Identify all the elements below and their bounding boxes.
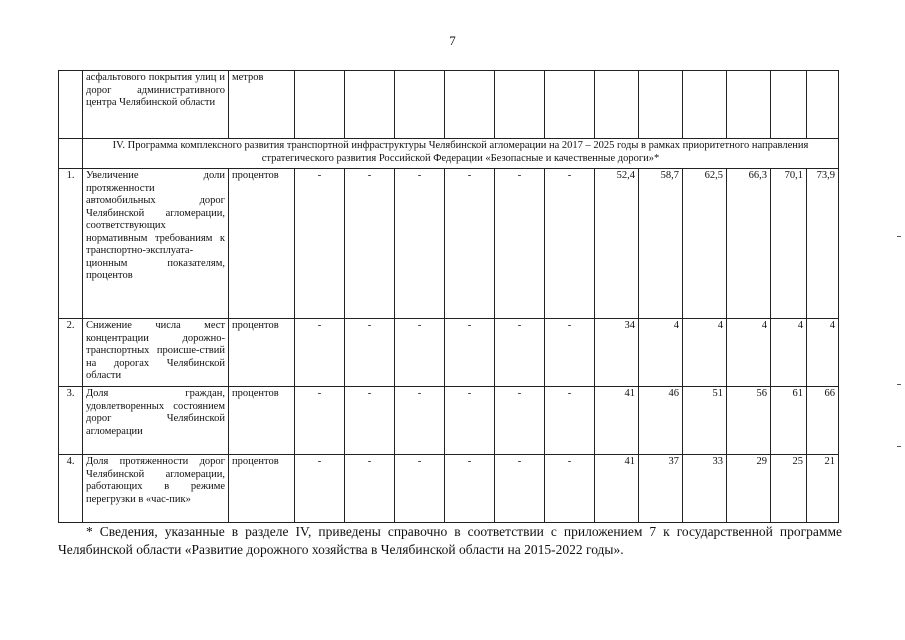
dash-cell: -: [495, 169, 545, 319]
page-number: 7: [449, 33, 456, 48]
empty-cell: [639, 71, 683, 139]
table-row: [59, 169, 839, 319]
dash-cell: -: [345, 387, 395, 455]
empty-cell: [545, 71, 595, 139]
value-cell: 56: [727, 387, 771, 455]
table-row-continued: [59, 71, 839, 139]
dash-cell: -: [395, 169, 445, 319]
dash-cell: -: [295, 387, 345, 455]
dash-cell: -: [495, 455, 545, 523]
value-cell: 62,5: [683, 169, 727, 319]
value-cell: 29: [727, 455, 771, 523]
value-cell: 70,1: [771, 169, 807, 319]
value-cell: 4: [771, 319, 807, 387]
indicator-cell: Снижение числа мест концентрации дорожно-транспортных происше-ствий на дорогах Челябинской области: [83, 319, 229, 387]
value-cell: 58,7: [639, 169, 683, 319]
dash-cell: -: [295, 319, 345, 387]
section-title: IV. Программа комплексного развития транспортной инфраструктуры Челябинской агломерации на 2017 – 2025 годы в рамках приоритетного направления стратегического развития Российской Федерации «Безопасные и качественные дороги»*: [83, 139, 839, 169]
row-number-cell: 4.: [59, 455, 83, 523]
unit-cell: метров: [229, 71, 295, 139]
value-cell: 41: [595, 387, 639, 455]
row-number-cell: 1.: [59, 169, 83, 319]
value-cell: 4: [639, 319, 683, 387]
empty-cell: [395, 71, 445, 139]
margin-mark: [897, 236, 901, 237]
dash-cell: -: [445, 455, 495, 523]
dash-cell: -: [545, 455, 595, 523]
value-cell: 21: [807, 455, 839, 523]
dash-cell: -: [445, 169, 495, 319]
empty-cell: [445, 71, 495, 139]
margin-mark: [897, 384, 901, 385]
value-cell: 4: [807, 319, 839, 387]
dash-cell: -: [445, 319, 495, 387]
unit-cell: процентов: [229, 387, 295, 455]
unit-cell: процентов: [229, 169, 295, 319]
unit-cell: процентов: [229, 455, 295, 523]
empty-cell: [683, 71, 727, 139]
value-cell: 51: [683, 387, 727, 455]
value-cell: 34: [595, 319, 639, 387]
dash-cell: -: [295, 169, 345, 319]
empty-cell: [595, 71, 639, 139]
dash-cell: -: [295, 455, 345, 523]
indicator-cell: Доля граждан, удовлетворенных состоянием дорог Челябинской агломерации: [83, 387, 229, 455]
indicator-cell: асфальтового покрытия улиц и дорог административного центра Челябинской области: [83, 71, 229, 139]
value-cell: 66: [807, 387, 839, 455]
value-cell: 52,4: [595, 169, 639, 319]
indicators-table: [58, 70, 839, 523]
dash-cell: -: [445, 387, 495, 455]
unit-cell: процентов: [229, 319, 295, 387]
dash-cell: -: [495, 319, 545, 387]
margin-mark: [897, 446, 901, 447]
dash-cell: -: [395, 387, 445, 455]
empty-cell: [771, 71, 807, 139]
value-cell: 66,3: [727, 169, 771, 319]
section-row: [59, 139, 839, 169]
dash-cell: -: [545, 319, 595, 387]
indicator-cell: Доля протяженности дорог Челябинской агломерации, работающих в режиме перегрузки в «час-пик»: [83, 455, 229, 523]
row-number-cell: 3.: [59, 387, 83, 455]
value-cell: 61: [771, 387, 807, 455]
dash-cell: -: [345, 169, 395, 319]
dash-cell: -: [345, 319, 395, 387]
row-number-cell: 2.: [59, 319, 83, 387]
table-row: [59, 455, 839, 523]
value-cell: 33: [683, 455, 727, 523]
value-cell: 25: [771, 455, 807, 523]
dash-cell: -: [395, 319, 445, 387]
empty-cell: [495, 71, 545, 139]
footnote: * Сведения, указанные в разделе IV, приведены справочно в соответствии с приложением 7 к государственной программе Челябинской области «Развитие дорожного хозяйства в Челябинской области на 2015-2022 годы».: [58, 524, 842, 557]
empty-cell: [345, 71, 395, 139]
table-row: [59, 319, 839, 387]
dash-cell: -: [545, 169, 595, 319]
value-cell: 37: [639, 455, 683, 523]
row-number-cell: [59, 71, 83, 139]
row-number-cell: [59, 139, 83, 169]
empty-cell: [295, 71, 345, 139]
value-cell: 41: [595, 455, 639, 523]
value-cell: 4: [727, 319, 771, 387]
table-row: [59, 387, 839, 455]
dash-cell: -: [545, 387, 595, 455]
dash-cell: -: [495, 387, 545, 455]
empty-cell: [727, 71, 771, 139]
dash-cell: -: [395, 455, 445, 523]
empty-cell: [807, 71, 839, 139]
value-cell: 4: [683, 319, 727, 387]
value-cell: 73,9: [807, 169, 839, 319]
dash-cell: -: [345, 455, 395, 523]
value-cell: 46: [639, 387, 683, 455]
indicator-cell: Увеличение доли протяженности автомобильных дорог Челябинской агломерации, соответствующих нормативным требованиям к транспортно-эксплуата-ционным показателям, процентов: [83, 169, 229, 319]
